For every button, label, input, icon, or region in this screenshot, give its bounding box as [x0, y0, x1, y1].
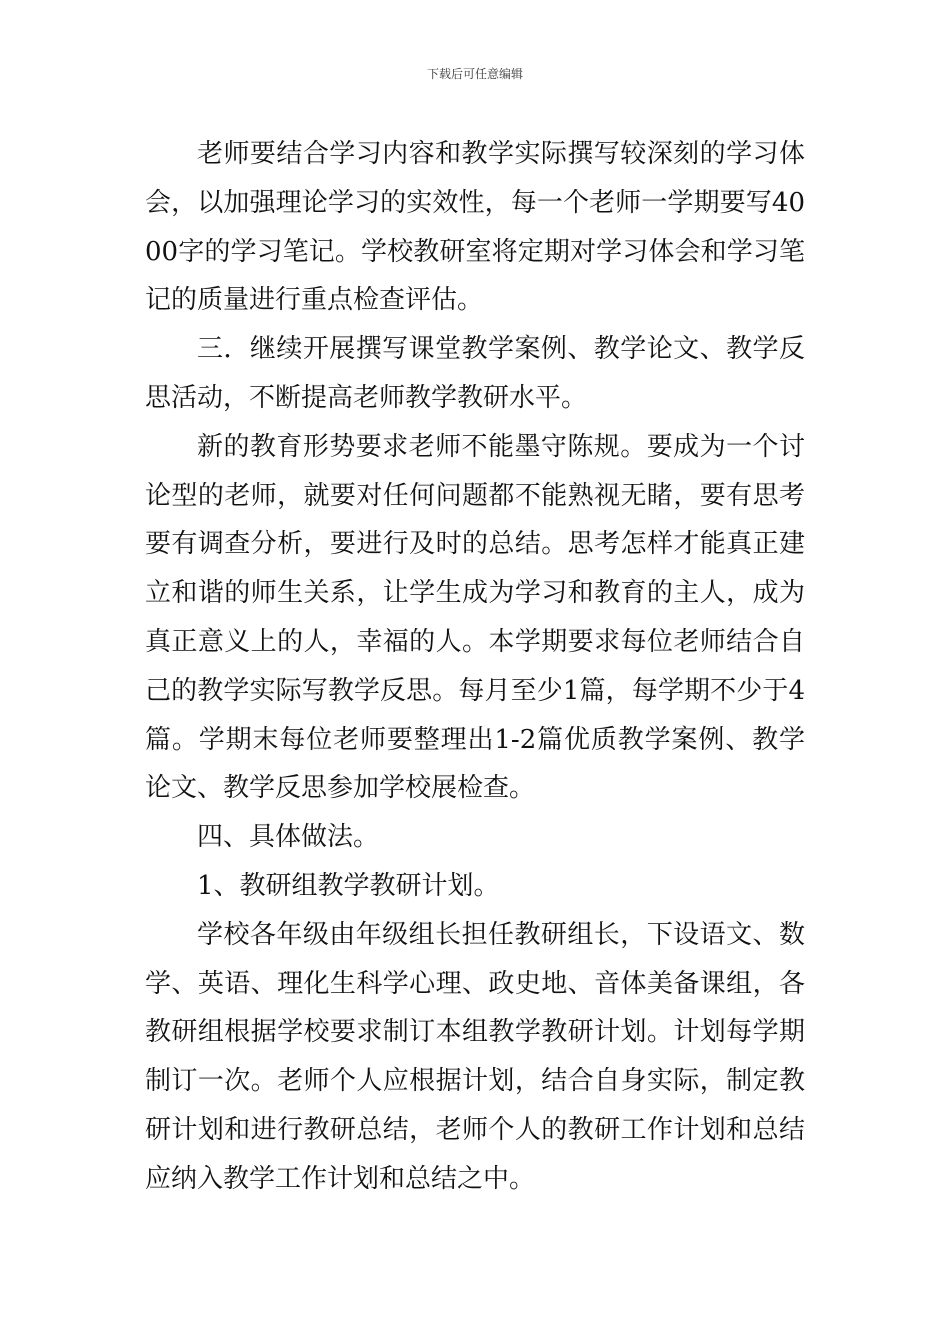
paragraph-section-four: 四、具体做法。: [197, 822, 380, 853]
document-body: [145, 130, 805, 1204]
page-header: 下载后可任意编辑: [426, 67, 523, 81]
paragraph-item-one: 1、教研组教学教研计划。: [197, 870, 500, 901]
paragraph-section-three: 三．继续开展撰写课堂教学案例、教学论文、教学反思活动，不断提高老师教学教研水平。: [145, 334, 805, 413]
paragraph-study-notes: 老师要结合学习内容和教学实际撰写较深刻的学习体会，以加强理论学习的实效性，每一个老师一学期要写4000字的学习笔记。学校教研室将定期对学习体会和学习笔记的质量进行重点检查评估。: [145, 139, 805, 316]
paragraph-teaching-reflection: 新的教育形势要求老师不能墨守陈规。要成为一个讨论型的老师，就要对任何问题都不能熟视无睹，要有思考要有调查分析，要进行及时的总结。思考怎样才能真正建立和谐的师生关系，让学生成为学习和教育的主人，成为真正意义上的人，幸福的人。本学期要求每位老师结合自己的教学实际写教学反思。每月至少1篇，每学期不少于4篇。学期末每位老师要整理出1-2篇优质教学案例、教学论文、教学反思参加学校展检查。: [145, 431, 805, 804]
paragraph-research-groups: 学校各年级由年级组长担任教研组长，下设语文、数学、英语、理化生科学心理、政史地、音体美备课组，各教研组根据学校要求制订本组教学教研计划。计划每学期制订一次。老师个人应根据计划，结合自身实际，制定教研计划和进行教研总结，老师个人的教研工作计划和总结应纳入教学工作计划和总结之中。: [145, 919, 805, 1194]
